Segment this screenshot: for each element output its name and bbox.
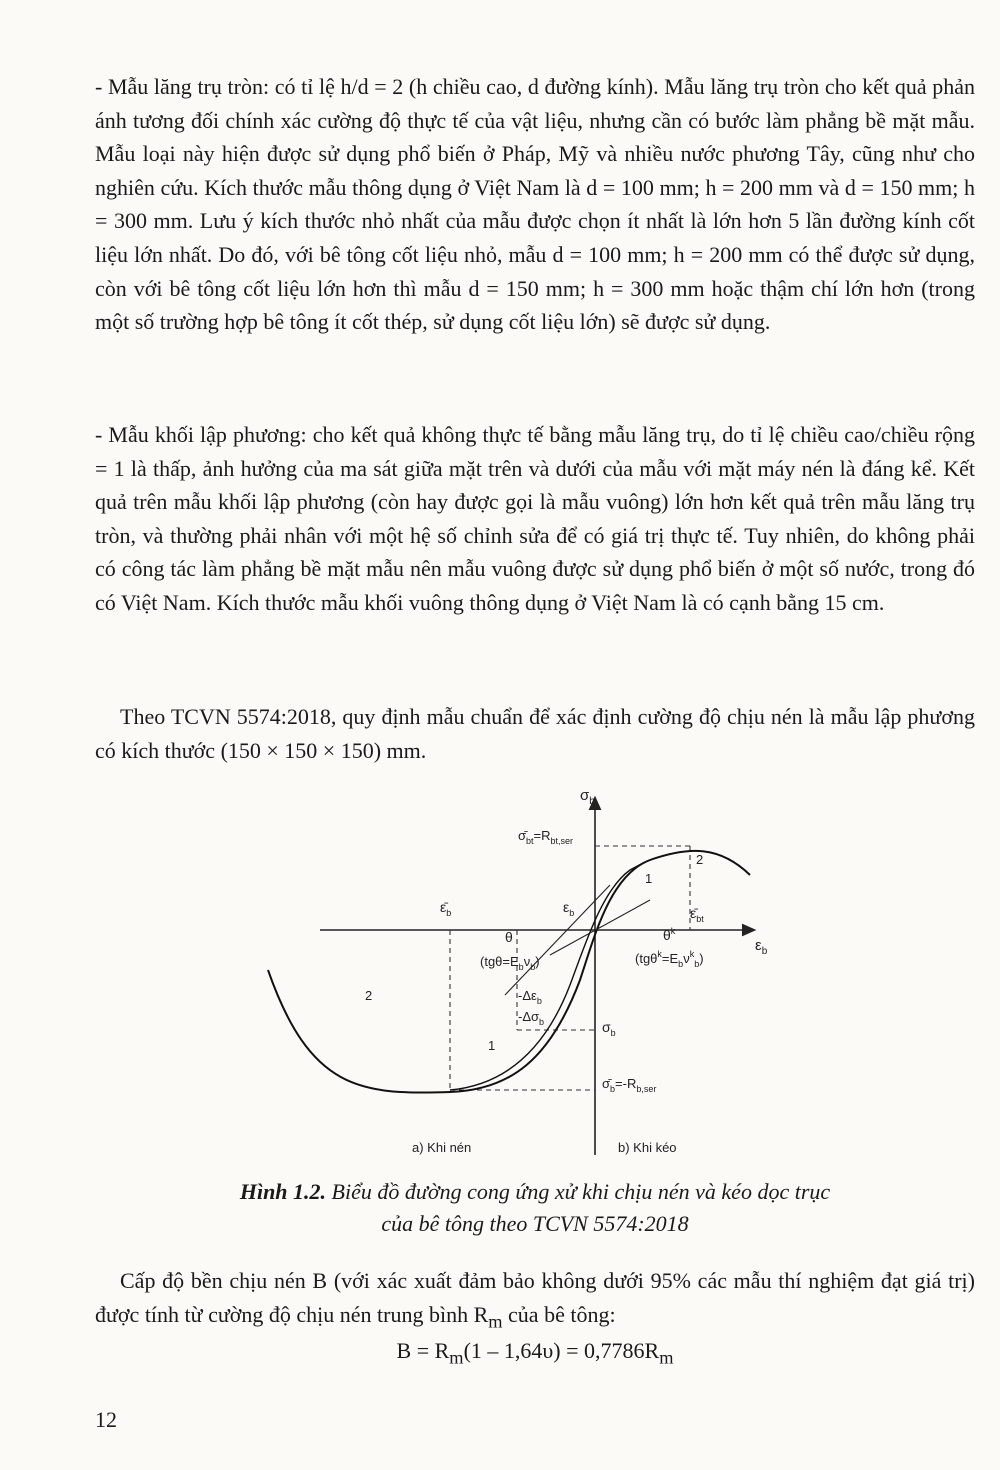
label-eps-bt: $\varepsilon̄_{bt}$ [690, 905, 704, 924]
label-curve-2-bottom: 2 [365, 988, 373, 1003]
paragraph-standard-specimen: Theo TCVN 5574:2018, quy định mẫu chuẩn để xác định cường độ chịu nén là mẫu lập phương có kích thước (150 × 150 × 150) mm. [95, 704, 975, 763]
label-compression: a) Khi nén [412, 1140, 472, 1155]
label-tg-theta-k: $(tg\theta^k=E_b\nu^k_b)$ [635, 949, 704, 969]
formula-lhs: B = R [396, 1338, 450, 1363]
label-theta: θ [505, 929, 513, 945]
caption-line1: Biểu đồ đường cong ứng xử khi chịu nén và kéo dọc trục [326, 1179, 831, 1204]
label-d-eps: $-\Delta\varepsilon_b$ [518, 988, 542, 1006]
label-bottom-sigma: $\sigmā_b=-R_{b,ser}$ [602, 1076, 657, 1094]
formula-middle: (1 – 1,64υ) = 0,7786R [463, 1338, 660, 1363]
caption-line2: của bê tông theo TCVN 5574:2018 [381, 1211, 689, 1236]
paragraph-compressive-grade [95, 1264, 975, 1339]
label-y-axis: $\sigma_b$ [580, 787, 595, 807]
paragraph-cube-specimen: - Mẫu khối lập phương: cho kết quả không thực tế bằng mẫu lăng trụ, do tỉ lệ chiều cao/chiều rộng = 1 là thấp, ảnh hưởng của ma sát giữa mặt trên và dưới của mẫu với mặt máy nén là đáng kể. Kết quả trên mẫu khối lập phương (còn hay được gọi là mẫu vuông) lớn hơn kết quả trên mẫu lăng trụ tròn, và thường phải nhân với một hệ số chỉnh sửa để có giá trị thực tế. Tuy nhiên, do không phải có công tác làm phẳng bề mặt mẫu nên mẫu vuông được sử dụng phổ biến ở một số nước, trong đó có Việt Nam. Kích thước mẫu khối vuông thông dụng ở Việt Nam là có cạnh bằng 15 cm. [95, 422, 975, 615]
p4-end: của bê tông: [502, 1301, 616, 1327]
stress-strain-figure [250, 780, 810, 1165]
figure-caption [95, 1176, 975, 1240]
label-sigma-b: $\sigma_b$ [602, 1019, 616, 1038]
stress-strain-diagram [250, 780, 810, 1165]
label-curve-2-top: 2 [696, 852, 704, 867]
curve-2-line [268, 851, 750, 1093]
label-d-sigma: $-\Delta\sigma_b$ [518, 1009, 545, 1027]
p4-text: Cấp độ bền chịu nén B (với xác xuất đảm bảo không dưới 95% các mẫu thí nghiệm đạt giá trị) được tính từ cường độ chịu nén trung bình R [95, 1268, 975, 1327]
label-curve-1-bottom: 1 [488, 1038, 496, 1053]
formula-sub1: m [449, 1347, 464, 1368]
label-tg-theta: $(tg\theta=E_b\nu_b)$ [480, 954, 540, 972]
label-tension: b) Khi kéo [618, 1140, 677, 1155]
p4-sub: m [488, 1310, 503, 1331]
label-theta-k: $\theta^k$ [663, 926, 676, 943]
label-curve-1-top: 1 [645, 871, 653, 886]
label-x-axis: $\varepsilon_b$ [755, 937, 768, 957]
formula-sub2: m [659, 1347, 674, 1368]
label-sigma-bt: $\sigmā_{bt}=R_{bt,ser}$ [518, 828, 574, 846]
label-eps-bar-b: $\varepsilon̄_b$ [440, 899, 452, 918]
page-number: 12 [95, 1407, 117, 1432]
label-eps-b: $\varepsilon_b$ [563, 899, 575, 918]
formula-b [95, 1334, 975, 1374]
caption-prefix: Hình 1.2. [239, 1179, 327, 1204]
paragraph-cylinder-specimen: - Mẫu lăng trụ tròn: có tỉ lệ h/d = 2 (h chiều cao, d đường kính). Mẫu lăng trụ tròn cho kết quả phản ánh tương đối chính xác cường độ thực tế của vật liệu, nhưng cần có bước làm phẳng bề mặt mẫu. Mẫu loại này hiện được sử dụng phổ biến ở Pháp, Mỹ và nhiều nước phương Tây, cũng như cho nghiên cứu. Kích thước mẫu thông dụng ở Việt Nam là d = 100 mm; h = 200 mm và d = 150 mm; h = 300 mm. Lưu ý kích thước nhỏ nhất của mẫu được chọn ít nhất là lớn hơn 5 lần đường kính cốt liệu lớn nhất. Do đó, với bê tông cốt liệu nhỏ, mẫu d = 100 mm; h = 200 mm có thể được sử dụng, còn với bê tông cốt liệu lớn hơn thì mẫu d = 150 mm; h = 300 mm hoặc thậm chí lớn hơn (trong một số trường hợp bê tông ít cốt thép, sử dụng cốt liệu lớn) sẽ được sử dụng. [95, 74, 975, 335]
curve-1-line [450, 862, 645, 1090]
